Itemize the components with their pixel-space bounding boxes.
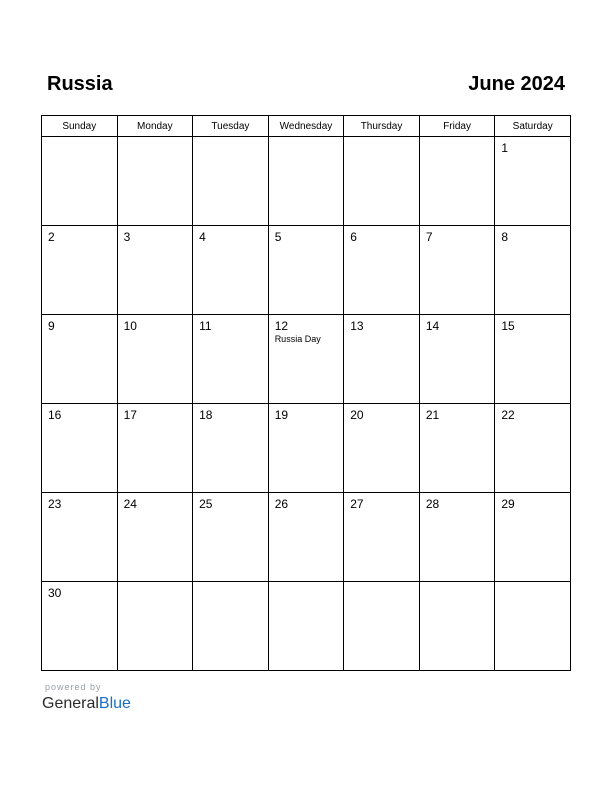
month-title: June 2024 xyxy=(468,73,565,95)
week-row xyxy=(42,226,571,315)
day-number: 11 xyxy=(199,319,212,333)
week-row xyxy=(42,315,571,404)
empty-day-cell xyxy=(193,137,269,226)
day-number: 18 xyxy=(199,408,213,422)
day-cell xyxy=(495,226,571,315)
empty-day-cell xyxy=(344,137,420,226)
day-number: 4 xyxy=(199,230,206,244)
empty-day-cell xyxy=(117,582,193,671)
day-cell xyxy=(268,315,344,404)
weekday-thursday: Thursday xyxy=(344,116,420,137)
day-cell xyxy=(42,493,118,582)
day-cell xyxy=(117,315,193,404)
day-cell xyxy=(344,493,420,582)
empty-day-cell xyxy=(268,582,344,671)
day-number: 6 xyxy=(350,230,357,244)
day-cell xyxy=(495,404,571,493)
day-number: 3 xyxy=(123,230,131,244)
day-cell xyxy=(117,226,193,315)
weekday-header-row xyxy=(42,116,571,137)
day-cell xyxy=(419,315,495,404)
week-row xyxy=(42,137,571,226)
day-number: 8 xyxy=(501,230,509,244)
day-number: 22 xyxy=(501,408,515,422)
day-cell xyxy=(42,226,118,315)
day-number: 2 xyxy=(48,230,55,244)
day-cell xyxy=(42,404,118,493)
day-cell xyxy=(42,315,118,404)
day-cell xyxy=(344,315,420,404)
weekday-saturday: Saturday xyxy=(495,116,571,137)
empty-day-cell xyxy=(495,582,571,671)
week-row xyxy=(42,493,571,582)
holiday-label: Russia Day xyxy=(274,334,321,344)
empty-day-cell xyxy=(419,137,495,226)
day-number: 19 xyxy=(274,408,289,422)
day-number: 28 xyxy=(425,497,440,511)
day-cell xyxy=(495,315,571,404)
empty-day-cell xyxy=(42,137,118,226)
weekday-sunday: Sunday xyxy=(42,116,118,137)
empty-day-cell xyxy=(268,137,344,226)
day-number: 23 xyxy=(48,497,62,511)
day-number: 10 xyxy=(123,319,137,333)
weekday-monday: Monday xyxy=(117,116,193,137)
day-cell xyxy=(117,493,193,582)
powered-by-text: powered by xyxy=(45,682,102,692)
day-cell xyxy=(117,404,193,493)
day-number: 30 xyxy=(48,586,62,600)
day-number: 29 xyxy=(501,497,515,511)
empty-day-cell xyxy=(344,582,420,671)
day-number: 9 xyxy=(48,319,55,333)
day-cell xyxy=(495,137,571,226)
day-cell xyxy=(193,493,269,582)
empty-day-cell xyxy=(419,582,495,671)
day-number: 27 xyxy=(350,497,364,511)
day-cell xyxy=(495,493,571,582)
day-cell xyxy=(268,404,344,493)
day-cell xyxy=(419,493,495,582)
day-number: 20 xyxy=(350,408,364,422)
day-cell xyxy=(344,404,420,493)
week-row xyxy=(42,582,571,671)
day-number: 12 xyxy=(274,319,289,333)
day-number: 25 xyxy=(199,497,213,511)
day-cell xyxy=(268,226,344,315)
day-cell xyxy=(268,493,344,582)
day-cell xyxy=(193,404,269,493)
brand-blue: Blue xyxy=(98,695,131,712)
day-cell xyxy=(193,315,269,404)
day-number: 15 xyxy=(501,319,515,333)
day-cell xyxy=(193,226,269,315)
day-cell xyxy=(344,226,420,315)
day-number: 7 xyxy=(425,230,433,244)
empty-day-cell xyxy=(193,582,269,671)
day-number: 5 xyxy=(274,230,282,244)
weekday-friday: Friday xyxy=(419,116,495,137)
country-title: Russia xyxy=(47,73,113,95)
day-number: 17 xyxy=(123,408,137,422)
day-number: 16 xyxy=(48,408,62,422)
day-number: 1 xyxy=(501,141,509,155)
day-number: 14 xyxy=(425,319,440,333)
week-row xyxy=(42,404,571,493)
day-cell xyxy=(419,226,495,315)
weekday-wednesday: Wednesday xyxy=(268,116,344,137)
day-number: 24 xyxy=(123,497,137,511)
day-number: 26 xyxy=(274,497,289,511)
day-number: 13 xyxy=(350,319,364,333)
calendar-grid xyxy=(41,115,571,671)
generalblue-logo[interactable] xyxy=(42,694,131,714)
day-cell xyxy=(419,404,495,493)
weekday-tuesday: Tuesday xyxy=(193,116,269,137)
empty-day-cell xyxy=(117,137,193,226)
brand-general: General xyxy=(42,695,99,712)
day-cell xyxy=(42,582,118,671)
day-number: 21 xyxy=(425,408,440,422)
